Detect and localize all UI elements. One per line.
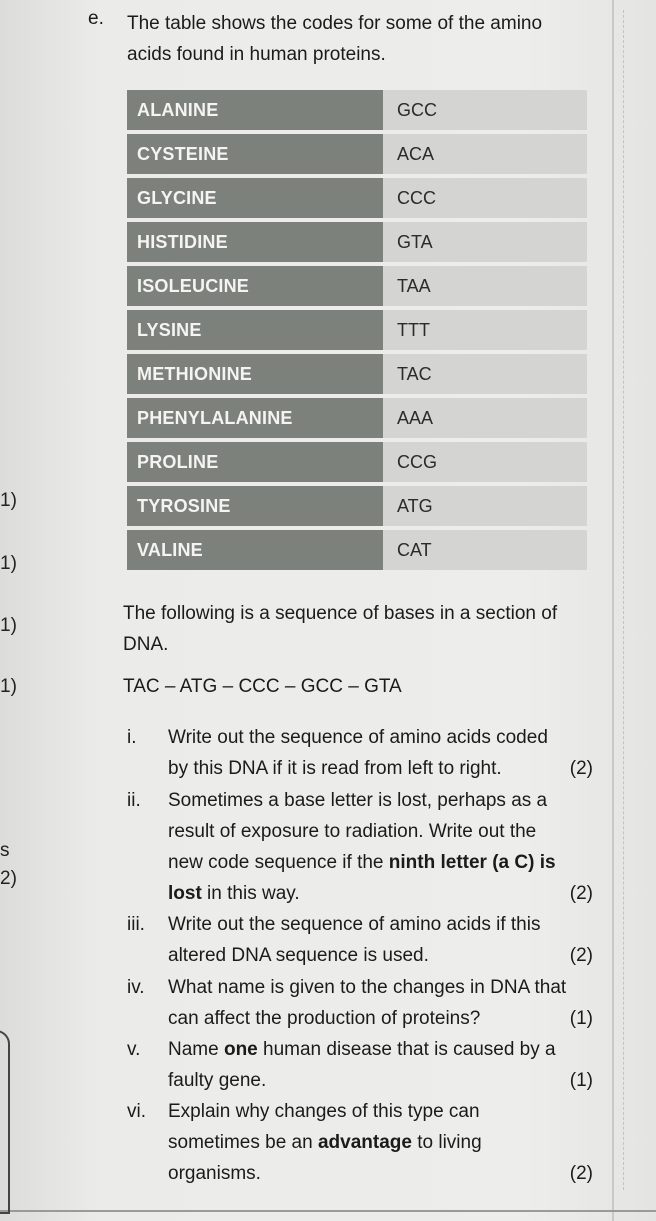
subquestion-number: ii. — [127, 790, 141, 811]
table-row — [127, 222, 587, 262]
amino-acid-name: HISTIDINE — [127, 222, 383, 262]
margin-fragment: 1) — [0, 676, 17, 697]
marks-label: (2) — [569, 1163, 593, 1184]
subquestion-number: iii. — [127, 914, 145, 935]
codon-code: AAA — [383, 398, 587, 438]
subquestion-text: What name is given to the changes in DNA that can affect the production of proteins? — [168, 977, 567, 1029]
margin-fragment: 2) — [0, 868, 17, 889]
codon-code: GCC — [383, 90, 587, 130]
table-row — [127, 530, 587, 570]
codon-code: CCC — [383, 178, 587, 218]
table-row — [127, 266, 587, 306]
margin-fragment: 1) — [0, 490, 17, 511]
question-intro: The table shows the codes for some of the amino acids found in human proteins. — [127, 13, 543, 65]
codon-code: GTA — [383, 222, 587, 262]
marks-label: (1) — [569, 1008, 593, 1029]
marks-label: (2) — [569, 945, 593, 966]
table-row — [127, 178, 587, 218]
bottom-rule — [0, 1210, 656, 1212]
marks-label: (1) — [569, 1070, 593, 1091]
amino-acid-name: ALANINE — [127, 90, 383, 130]
subquestion-number: iv. — [127, 977, 145, 998]
subquestion-number: vi. — [127, 1101, 146, 1122]
amino-acid-name: VALINE — [127, 530, 383, 570]
subquestion-number: i. — [127, 727, 137, 748]
subquestion-text: Name one human disease that is caused by a faulty gene. — [168, 1039, 556, 1091]
codon-code: TTT — [383, 310, 587, 350]
table-row — [127, 310, 587, 350]
codon-code: CCG — [383, 442, 587, 482]
amino-acid-name: ISOLEUCINE — [127, 266, 383, 306]
binding-edge — [623, 10, 625, 1190]
amino-acid-name: PHENYLALANINE — [127, 398, 383, 438]
sequence-intro: The following is a sequence of bases in a section of DNA. — [123, 603, 558, 655]
codon-code: ACA — [383, 134, 587, 174]
subquestion-text: Write out the sequence of amino acids coded by this DNA if it is read from left to right. — [168, 727, 548, 779]
codon-code: ATG — [383, 486, 587, 526]
amino-acid-name: TYROSINE — [127, 486, 383, 526]
table-row — [127, 90, 587, 130]
subquestion-text: Explain why changes of this type can sometimes be an advantage to living organisms. — [168, 1101, 482, 1184]
table-row — [127, 442, 587, 482]
codon-code: CAT — [383, 530, 587, 570]
dna-sequence: TAC – ATG – CCC – GCC – GTA — [123, 676, 402, 697]
codon-code: TAA — [383, 266, 587, 306]
left-answer-box-edge — [0, 1030, 10, 1214]
amino-acid-name: LYSINE — [127, 310, 383, 350]
amino-acid-name: GLYCINE — [127, 178, 383, 218]
table-row — [127, 134, 587, 174]
marks-label: (2) — [569, 758, 593, 779]
amino-acid-table — [127, 86, 587, 574]
marks-label: (2) — [569, 883, 593, 904]
table-row — [127, 354, 587, 394]
margin-fragment: 1) — [0, 553, 17, 574]
table-row — [127, 398, 587, 438]
table-row — [127, 486, 587, 526]
subquestion-text: Sometimes a base letter is lost, perhaps as a result of exposure to radiation. Write out the new code sequence if the ninth letter (a C) is lost in this way. — [168, 790, 556, 904]
codon-code: TAC — [383, 354, 587, 394]
amino-acid-name: PROLINE — [127, 442, 383, 482]
amino-acid-name: METHIONINE — [127, 354, 383, 394]
right-margin-rule — [612, 0, 614, 1221]
margin-fragment: s — [0, 840, 10, 861]
margin-fragment: 1) — [0, 615, 17, 636]
amino-acid-name: CYSTEINE — [127, 134, 383, 174]
subquestion-number: v. — [127, 1039, 141, 1060]
question-letter: e. — [88, 8, 104, 29]
subquestion-text: Write out the sequence of amino acids if this altered DNA sequence is used. — [168, 914, 541, 966]
